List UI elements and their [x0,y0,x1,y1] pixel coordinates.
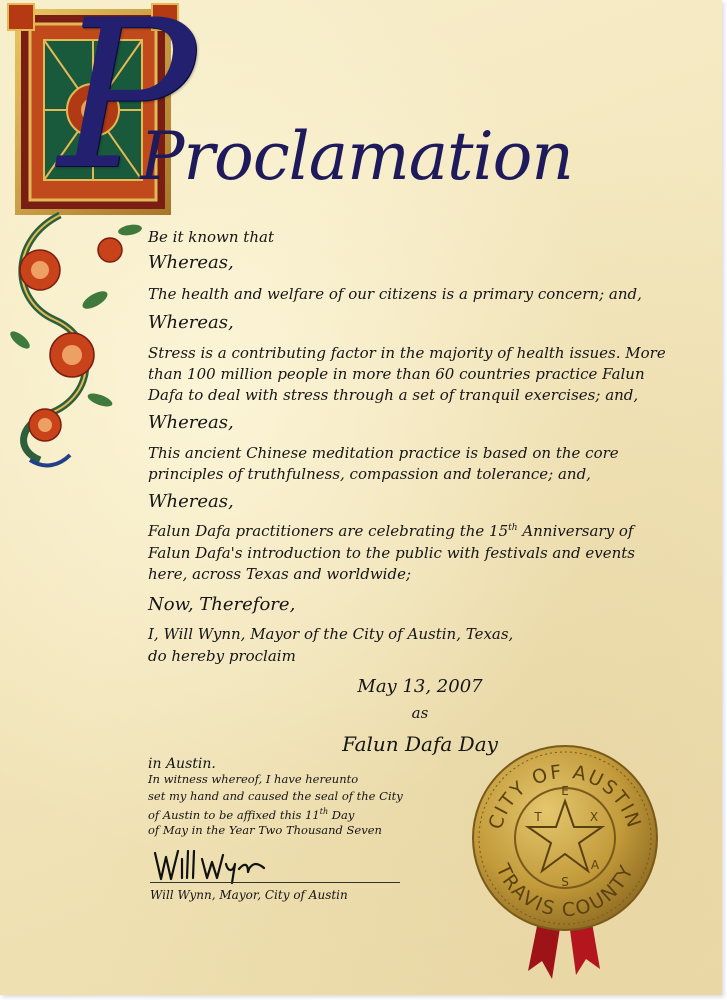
witness-line: In witness whereof, I have hereunto [148,772,359,786]
body-line: than 100 million people in more than 60 countries practice Falun [148,365,645,383]
body-line: Stress is a contributing factor in the majority of health issues. More [148,344,666,362]
seal-letter: T [534,810,542,824]
witness-line: set my hand and caused the seal of the City [148,789,403,803]
body-line: here, across Texas and worldwide; [148,565,411,583]
proclaimed-date: May 13, 2007 [357,676,483,697]
body-line: Be it known that [148,228,274,246]
as-text: as [411,704,429,722]
body-line: The health and welfare of our citizens is a primary concern; and, [148,285,642,303]
city-seal [470,743,660,983]
witness-day: Day [328,807,355,822]
whereas-heading: Whereas, [148,412,234,433]
seal-letter: S [561,875,569,889]
body-line: Falun Dafa's introduction to the public with festivals and events [148,544,636,562]
witness-text: of Austin to be affixed this 11 [148,807,320,822]
whereas-heading: Whereas, [148,491,234,512]
body-line [148,524,633,539]
whereas-heading: Whereas, [148,252,234,273]
whereas-heading: Whereas, [148,312,234,333]
superscript: th [508,523,518,533]
seal-letter: A [590,858,600,872]
signature-caption: Will Wynn, Mayor, City of Austin [150,888,348,902]
seal-letter: E [561,784,569,798]
mayor-signature [152,845,267,885]
drop-cap-p: P [58,0,196,215]
anniversary-text: Falun Dafa practitioners are celebrating the 15 [148,522,509,540]
seal-letter: X [589,810,599,824]
seal-bottom-text: TRAVIS COUNTY [491,860,639,922]
witness-line [148,808,354,821]
anniversary-rest: Anniversary of [517,522,634,540]
proclamation-title: Proclamation [140,118,573,195]
superscript: th [319,807,329,816]
day-name: Falun Dafa Day [342,732,498,756]
body-line: do hereby proclaim [148,647,296,665]
signature-line [150,882,400,883]
body-line: Dafa to deal with stress through a set of tranquil exercises; and, [148,386,639,404]
witness-line: of May in the Year Two Thousand Seven [148,823,382,837]
body-line: principles of truthfulness, compassion and tolerance; and, [148,465,591,483]
seal-top-text: CITY OF AUSTIN [484,760,646,832]
now-therefore-heading: Now, Therefore, [148,594,296,615]
body-line: This ancient Chinese meditation practice is based on the core [148,444,619,462]
in-austin: in Austin. [148,756,216,772]
body-line: I, Will Wynn, Mayor of the City of Austin, Texas, [148,625,514,643]
